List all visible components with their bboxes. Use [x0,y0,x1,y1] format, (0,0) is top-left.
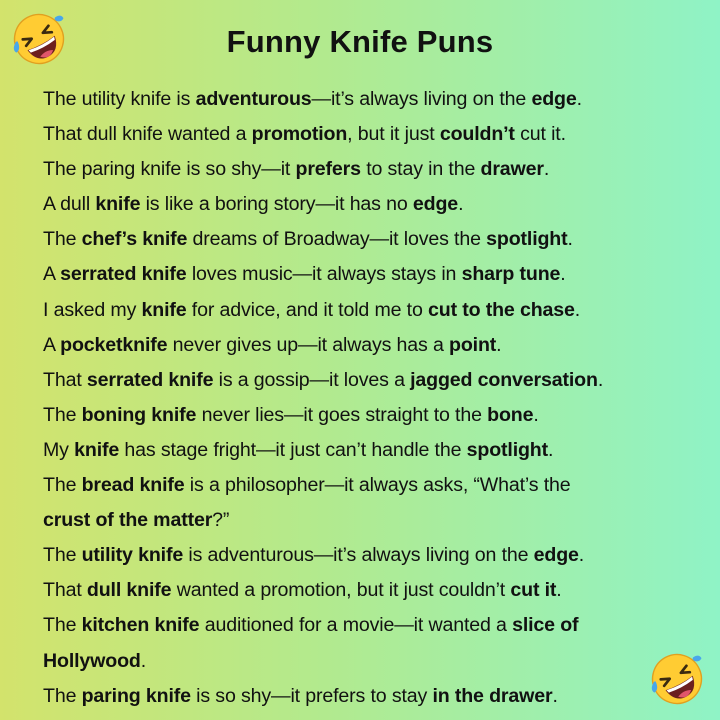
pun-text: —it’s always living on the [311,88,532,110]
pun-text: I asked my [43,298,142,321]
pun-text: auditioned for a movie—it wanted a [199,614,513,637]
pun-bold-text: jagged conversation [410,368,598,391]
pun-line [43,117,693,152]
pun-text: That [43,368,87,391]
pun-bold-text: spotlight [486,228,568,251]
pun-text: wanted a promotion, but it just couldn’t [171,579,511,602]
pun-text: . [560,263,566,286]
pun-text: . [458,193,464,216]
pun-text: dreams of Broadway—it loves the [187,228,487,251]
pun-line [43,187,693,222]
pun-bold-text: chef’s knife [81,228,188,251]
pun-line [43,328,693,363]
pun-bold-text: cut to the chase [428,298,575,321]
pun-text: The paring knife is so shy—it [43,158,296,181]
pun-text: . [552,684,558,707]
pun-list [43,82,693,714]
pun-line [43,644,693,679]
pun-text: . [543,158,550,181]
pun-line [43,82,693,117]
pun-bold-text: knife [141,298,187,321]
pun-text: cut it. [514,123,566,146]
pun-bold-text: sharp tune [461,263,561,286]
pun-text: . [574,298,581,321]
pun-bold-text: serrated knife [86,368,214,391]
pun-text: . [576,88,582,110]
pun-bold-text: bread knife [81,474,185,497]
pun-bold-text: paring knife [81,684,191,707]
pun-text: ?” [212,509,230,532]
pun-text: The [43,228,82,251]
laughing-emoji-icon [648,650,706,708]
pun-line [43,679,693,714]
pun-text: . [556,579,562,602]
pun-text: The [43,474,82,497]
pun-bold-text: drawer [480,158,544,181]
pun-text: That [43,579,87,602]
pun-text: A dull [43,193,96,216]
pun-bold-text: prefers [295,158,361,181]
pun-bold-text: promotion [251,123,348,146]
pun-line [43,363,693,398]
pun-line [43,573,693,608]
pun-line [43,433,693,468]
pun-bold-text: in the drawer [432,684,553,707]
pun-text: never lies—it goes straight to the [196,403,488,426]
pun-bold-text: dull knife [86,579,172,602]
pun-bold-text: edge [533,544,579,567]
pun-text: The [43,614,82,637]
pun-bold-text: serrated knife [60,263,187,286]
pun-text: . [533,403,539,426]
pun-line [43,222,693,257]
pun-text: has stage fright—it just can’t handle the [119,438,467,461]
pun-bold-text: boning knife [81,403,197,426]
pun-line [43,293,693,328]
pun-line [43,398,693,433]
pun-text: The utility knife is [43,88,196,110]
pun-text: My [43,438,75,461]
pun-bold-text: knife [74,438,120,461]
pun-text: is like a boring story—it has no [140,193,413,216]
pun-text: . [496,333,502,356]
pun-text: A [43,333,61,356]
pun-bold-text: crust of the matter [43,509,213,532]
pun-text: is a philosopher—it always asks, “What’s the [184,474,571,497]
pun-text: That dull knife wanted a [43,123,252,146]
pun-bold-text: pocketknife [60,333,168,356]
pun-text: loves music—it always stays in [186,263,462,286]
pun-bold-text: edge [531,88,577,110]
pun-bold-text: edge [412,193,459,216]
pun-line [43,608,693,643]
pun-text: A [43,263,61,286]
page-title: Funny Knife Puns [226,24,494,59]
pun-text: to stay in the [360,158,481,181]
pun-text: The [43,544,82,567]
pun-bold-text: slice of [512,614,579,637]
pun-line [43,468,693,503]
pun-line [43,152,693,187]
pun-text: is adventurous—it’s always living on the [183,544,534,567]
pun-bold-text: kitchen knife [81,614,200,637]
pun-line [43,503,693,538]
pun-bold-text: spotlight [466,438,548,461]
pun-line [43,257,693,292]
pun-text: The [43,403,82,426]
pun-text: for advice, and it told me to [186,298,429,321]
pun-text: The [43,684,82,707]
pun-bold-text: cut it [510,579,557,602]
pun-text: . [567,228,573,251]
pun-bold-text: knife [95,193,141,216]
pun-text: . [597,368,604,391]
pun-bold-text: adventurous [195,88,312,110]
pun-text: . [548,438,554,461]
pun-text: never gives up—it always has a [167,333,450,356]
pun-bold-text: utility knife [81,544,184,567]
pun-text: is so shy—it prefers to stay [190,684,433,707]
pun-text: , but it just [347,123,440,146]
pun-text: is a gossip—it loves a [213,368,411,391]
pun-line [43,538,693,573]
pun-bold-text: point [449,333,497,356]
pun-bold-text: bone [487,403,534,426]
pun-text: . [140,649,146,672]
pun-bold-text: couldn’t [439,123,515,146]
pun-bold-text: Hollywood [43,649,141,672]
pun-text: . [578,544,585,567]
